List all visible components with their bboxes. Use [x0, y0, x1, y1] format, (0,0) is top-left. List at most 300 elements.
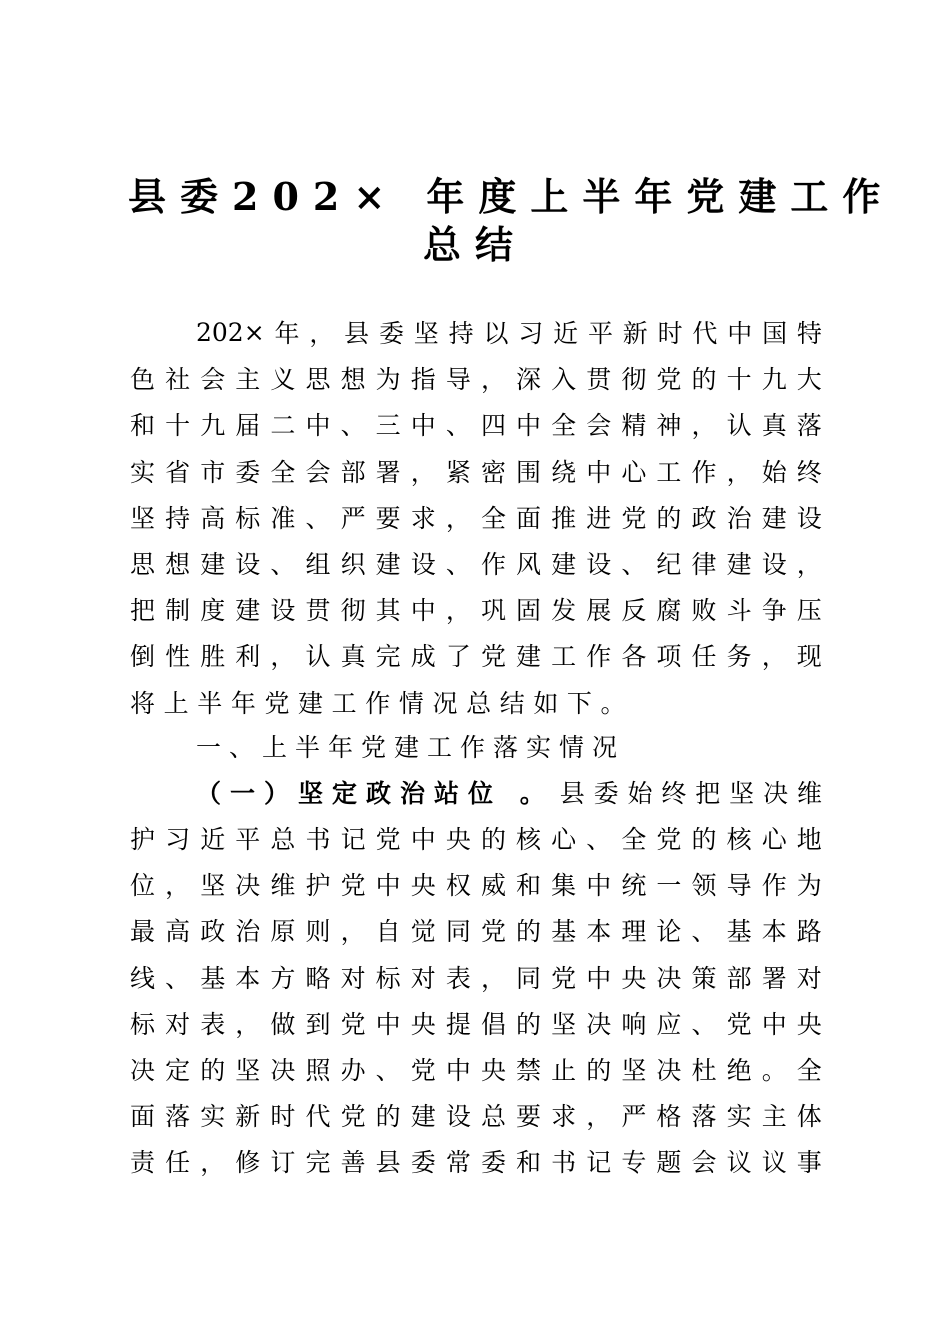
char: 任 — [165, 1148, 191, 1178]
char: 杜 — [691, 1056, 717, 1085]
char: 专 — [621, 1148, 647, 1178]
char: 本 — [761, 917, 787, 947]
char: 近 — [200, 825, 226, 854]
paragraph-2-line — [130, 861, 822, 907]
char: ， — [796, 550, 822, 579]
char: 止 — [551, 1056, 577, 1085]
char: 署 — [375, 457, 401, 487]
char: 决 — [763, 779, 789, 808]
char: 同 — [445, 917, 471, 947]
char: 准 — [270, 503, 296, 533]
char: 应 — [656, 1009, 682, 1039]
char: ， — [586, 1102, 612, 1132]
char: 委 — [410, 1148, 436, 1178]
char: 定 — [165, 1056, 191, 1085]
char: 书 — [305, 825, 331, 854]
char: 以 — [483, 319, 509, 348]
char: 县 — [375, 1148, 401, 1178]
char: 总 — [466, 688, 492, 718]
subsection-label: （一）坚定政治站位 。 — [196, 779, 554, 808]
char: 总 — [480, 1102, 506, 1132]
char: 律 — [691, 550, 717, 579]
char: 导 — [726, 871, 752, 901]
char: 建 — [551, 550, 577, 579]
char: 、 — [445, 550, 471, 579]
char: 终 — [661, 779, 687, 808]
paragraph-2-line — [130, 815, 822, 861]
char: 时 — [657, 319, 683, 348]
char: 自 — [375, 917, 401, 947]
paragraph-2-line — [130, 1092, 822, 1138]
char: 实 — [200, 1102, 226, 1132]
subsection-first-line-text — [560, 774, 822, 810]
char: 对 — [165, 1009, 191, 1039]
char: 发 — [551, 596, 577, 626]
char: 建 — [235, 596, 261, 626]
char: 贯 — [586, 365, 612, 395]
char: 要 — [516, 1102, 542, 1132]
char: 部 — [726, 963, 752, 993]
char: ， — [480, 963, 506, 993]
char: 领 — [691, 871, 717, 901]
char: 设 — [586, 550, 612, 579]
char: 思 — [305, 365, 331, 395]
char: 中 — [375, 871, 401, 901]
char: 深 — [516, 365, 542, 395]
paragraph-1-line — [130, 494, 822, 540]
char: 持 — [165, 503, 191, 533]
char: 终 — [796, 457, 822, 487]
char: 工 — [656, 457, 682, 487]
char: 。 — [600, 688, 626, 718]
char: 修 — [235, 1148, 261, 1178]
char: 建 — [410, 1102, 436, 1132]
char: 维 — [270, 871, 296, 901]
char: 会 — [586, 411, 612, 441]
char: 政 — [200, 917, 226, 947]
char: ， — [270, 642, 296, 672]
char: 年 — [274, 319, 300, 348]
char: 治 — [726, 503, 752, 533]
char: 202× — [196, 317, 265, 347]
char: 记 — [586, 1148, 612, 1178]
char: 中 — [727, 319, 753, 348]
char: 决 — [586, 1009, 612, 1039]
char: 进 — [586, 503, 612, 533]
char: 党 — [375, 825, 401, 854]
char: 略 — [305, 963, 331, 993]
char: 新 — [235, 1102, 261, 1132]
char: 同 — [516, 963, 542, 993]
char: 习 — [165, 825, 191, 854]
char: 中 — [410, 825, 436, 854]
char: 的 — [691, 365, 717, 395]
char: 工 — [331, 688, 357, 718]
char: 表 — [200, 1009, 226, 1039]
char: 实 — [726, 1102, 752, 1132]
char: 对 — [410, 963, 436, 993]
char: 为 — [796, 871, 822, 901]
char: 展 — [586, 596, 612, 626]
char: 紧 — [445, 457, 471, 487]
paragraph-1-line — [196, 309, 822, 355]
char: 党 — [264, 688, 290, 718]
char: 为 — [375, 365, 401, 395]
char: 持 — [448, 319, 474, 348]
char: 主 — [235, 365, 261, 395]
char: 争 — [761, 596, 787, 626]
char: 题 — [656, 1148, 682, 1178]
char: 党 — [621, 503, 647, 533]
char: 则 — [305, 917, 331, 947]
char: 如 — [533, 688, 559, 718]
char: 中 — [516, 411, 542, 441]
char: 央 — [445, 825, 471, 854]
char: 委 — [378, 319, 404, 348]
char: 和 — [516, 1148, 542, 1178]
char: 平 — [587, 319, 613, 348]
paragraph-1-line — [130, 355, 822, 401]
char: 威 — [480, 871, 506, 901]
char: 认 — [726, 411, 752, 441]
char: 记 — [340, 825, 366, 854]
char: 护 — [130, 825, 156, 854]
char: 建 — [516, 642, 542, 672]
char: 胜 — [200, 642, 226, 672]
char: 了 — [445, 642, 471, 672]
char: 压 — [796, 596, 822, 626]
char: 决 — [656, 963, 682, 993]
char: 订 — [270, 1148, 296, 1178]
char: 把 — [695, 779, 721, 808]
char: 表 — [445, 963, 471, 993]
paragraph-1-line — [130, 632, 822, 678]
char: 坚 — [200, 871, 226, 901]
char: 、 — [270, 550, 296, 579]
char: 始 — [761, 457, 787, 487]
char: 严 — [340, 503, 366, 533]
char: 败 — [691, 596, 717, 626]
char: 党 — [340, 871, 366, 901]
char: 建 — [726, 550, 752, 579]
char: 统 — [621, 871, 647, 901]
char: 代 — [692, 319, 718, 348]
char: 格 — [656, 1102, 682, 1132]
document-title-line-1: 县委202× 年度上半年党建工作 — [128, 174, 895, 219]
char: ， — [445, 596, 471, 626]
paragraph-2-line — [130, 907, 822, 953]
char: 建 — [200, 550, 226, 579]
char: 作 — [761, 871, 787, 901]
char: 中 — [586, 963, 612, 993]
char: 、 — [691, 1009, 717, 1039]
char: 的 — [691, 825, 717, 854]
char: 特 — [796, 319, 822, 348]
char: 反 — [621, 596, 647, 626]
char: 坚 — [235, 1056, 261, 1085]
char: 绝 — [726, 1056, 752, 1085]
char: 建 — [298, 688, 324, 718]
char: 国 — [762, 319, 788, 348]
char: 年 — [230, 688, 256, 718]
char: 委 — [593, 779, 619, 808]
char: 中 — [410, 411, 436, 441]
char: 神 — [656, 411, 682, 441]
char: 议 — [761, 1148, 787, 1178]
paragraph-2-line — [130, 954, 822, 1000]
char: 央 — [796, 1009, 822, 1039]
char: 作 — [480, 550, 506, 579]
char: 全 — [621, 825, 647, 854]
char: 设 — [761, 550, 787, 579]
char: ， — [445, 503, 471, 533]
char: 大 — [796, 365, 822, 395]
char: 心 — [761, 825, 787, 854]
char: 下 — [566, 688, 592, 718]
char: 性 — [165, 642, 191, 672]
char: 位 — [130, 871, 156, 901]
paragraph-2-line — [130, 1138, 822, 1184]
char: 斗 — [726, 596, 752, 626]
char: 责 — [130, 1148, 156, 1178]
char: 策 — [691, 963, 717, 993]
char: 设 — [410, 550, 436, 579]
char: 决 — [270, 1056, 296, 1085]
paragraph-1-line — [130, 540, 822, 586]
char: 新 — [622, 319, 648, 348]
char: 基 — [200, 963, 226, 993]
char: 集 — [551, 871, 577, 901]
paragraph-1-line — [130, 586, 822, 632]
char: 九 — [200, 411, 226, 441]
char: 标 — [235, 503, 261, 533]
char: 的 — [516, 917, 542, 947]
char: 常 — [445, 1148, 471, 1178]
char: 情 — [398, 688, 424, 718]
char: ， — [165, 871, 191, 901]
char: 善 — [340, 1148, 366, 1178]
char: 的 — [516, 1009, 542, 1039]
char: 面 — [516, 503, 542, 533]
char: 四 — [480, 411, 506, 441]
char: 全 — [551, 411, 577, 441]
char: 禁 — [516, 1056, 542, 1085]
char: 论 — [656, 917, 682, 947]
char: 到 — [305, 1009, 331, 1039]
char: 成 — [410, 642, 436, 672]
char: 党 — [726, 1009, 752, 1039]
char: 线 — [130, 963, 156, 993]
char: 的 — [586, 1056, 612, 1085]
char: 落 — [165, 1102, 191, 1132]
char: 彻 — [621, 365, 647, 395]
char: 届 — [235, 411, 261, 441]
char: 作 — [691, 457, 717, 487]
char: 坚 — [621, 1056, 647, 1085]
char: 党 — [410, 1056, 436, 1085]
section-heading-1: 一、上半年党建工作落实情况 — [196, 733, 626, 762]
char: 省 — [165, 457, 191, 487]
char: 况 — [432, 688, 458, 718]
char: 巩 — [480, 596, 506, 626]
char: 义 — [270, 365, 296, 395]
char: 中 — [586, 871, 612, 901]
char: 市 — [200, 457, 226, 487]
char: 高 — [165, 917, 191, 947]
paragraph-2-line — [130, 1046, 822, 1092]
char: 决 — [656, 1056, 682, 1085]
char: 围 — [516, 457, 542, 487]
char: 彻 — [340, 596, 366, 626]
char: 路 — [796, 917, 822, 947]
char: 坚 — [551, 1009, 577, 1039]
char: 理 — [621, 917, 647, 947]
char: 全 — [796, 1056, 822, 1085]
char: 结 — [499, 688, 525, 718]
char: 入 — [551, 365, 577, 395]
char: 实 — [130, 457, 156, 487]
char: 建 — [375, 550, 401, 579]
char: 求 — [551, 1102, 577, 1132]
char: 精 — [621, 411, 647, 441]
char: 权 — [445, 871, 471, 901]
char: 平 — [235, 825, 261, 854]
char: 县 — [344, 319, 370, 348]
char: 落 — [691, 1102, 717, 1132]
char: 认 — [305, 642, 331, 672]
char: 、 — [165, 963, 191, 993]
char: 中 — [375, 1009, 401, 1039]
char: 工 — [551, 642, 577, 672]
char: 上 — [163, 688, 189, 718]
char: 纪 — [656, 550, 682, 579]
char: 维 — [796, 779, 822, 808]
char: 对 — [796, 963, 822, 993]
char: 十 — [165, 411, 191, 441]
subsection-first-line — [196, 769, 822, 815]
char: 决 — [235, 871, 261, 901]
char: 护 — [305, 871, 331, 901]
document-title-line-2: 总结 — [422, 222, 527, 267]
char: 委 — [480, 1148, 506, 1178]
char: 觉 — [410, 917, 436, 947]
char: 设 — [270, 596, 296, 626]
char: 二 — [270, 411, 296, 441]
char: 中 — [761, 1009, 787, 1039]
char: 十 — [726, 365, 752, 395]
paragraph-1-line — [130, 448, 822, 494]
char: 色 — [130, 365, 156, 395]
char: 、 — [305, 503, 331, 533]
char: 九 — [761, 365, 787, 395]
char: 党 — [551, 963, 577, 993]
char: 完 — [375, 642, 401, 672]
char: 设 — [796, 503, 822, 533]
char: 标 — [130, 1009, 156, 1039]
char: 的 — [480, 825, 506, 854]
char: 务 — [726, 642, 752, 672]
char: 、 — [445, 411, 471, 441]
char: 一 — [656, 871, 682, 901]
char: 。 — [761, 1056, 787, 1085]
char: 严 — [621, 1102, 647, 1132]
char: 真 — [761, 411, 787, 441]
char: 决 — [130, 1056, 156, 1085]
char: 、 — [691, 917, 717, 947]
char: 腐 — [656, 596, 682, 626]
char: 核 — [726, 825, 752, 854]
char: 推 — [551, 503, 577, 533]
char: 倒 — [130, 642, 156, 672]
char: 贯 — [305, 596, 331, 626]
char: 体 — [796, 1102, 822, 1132]
char: 党 — [340, 1102, 366, 1132]
paragraph-2-line — [130, 1000, 822, 1046]
char: 面 — [130, 1102, 156, 1132]
char: 制 — [165, 596, 191, 626]
char: 党 — [480, 917, 506, 947]
char: 风 — [516, 550, 542, 579]
char: 对 — [340, 963, 366, 993]
char: ， — [410, 457, 436, 487]
char: 央 — [480, 1056, 506, 1085]
char: 、 — [586, 825, 612, 854]
char: ， — [200, 1148, 226, 1178]
char: 党 — [340, 1009, 366, 1039]
char: 全 — [270, 457, 296, 487]
char: 代 — [305, 1102, 331, 1132]
char: 思 — [130, 550, 156, 579]
char: 各 — [621, 642, 647, 672]
char: 议 — [726, 1148, 752, 1178]
char: 真 — [340, 642, 366, 672]
char: 做 — [270, 1009, 296, 1039]
char: ， — [340, 917, 366, 947]
char: 和 — [130, 411, 156, 441]
char: 核 — [516, 825, 542, 854]
char: 响 — [621, 1009, 647, 1039]
char: 心 — [621, 457, 647, 487]
char: 治 — [235, 917, 261, 947]
char: 组 — [305, 550, 331, 579]
char: 要 — [375, 503, 401, 533]
char: 方 — [270, 963, 296, 993]
char: 最 — [130, 917, 156, 947]
char: 全 — [480, 503, 506, 533]
char: 书 — [551, 1148, 577, 1178]
char: 、 — [340, 411, 366, 441]
char: 把 — [130, 596, 156, 626]
char: 完 — [305, 1148, 331, 1178]
char: 部 — [340, 457, 366, 487]
char: 度 — [200, 596, 226, 626]
char: 中 — [305, 411, 331, 441]
char: 照 — [305, 1056, 331, 1085]
char: 委 — [235, 457, 261, 487]
char: 提 — [445, 1009, 471, 1039]
char: 设 — [445, 1102, 471, 1132]
char: ， — [691, 411, 717, 441]
char: 任 — [691, 642, 717, 672]
char: 的 — [375, 1102, 401, 1132]
char: 想 — [340, 365, 366, 395]
char: 本 — [235, 963, 261, 993]
char: 建 — [761, 503, 787, 533]
char: 心 — [551, 825, 577, 854]
char: 坚 — [130, 503, 156, 533]
char: 原 — [270, 917, 296, 947]
char: 地 — [796, 825, 822, 854]
